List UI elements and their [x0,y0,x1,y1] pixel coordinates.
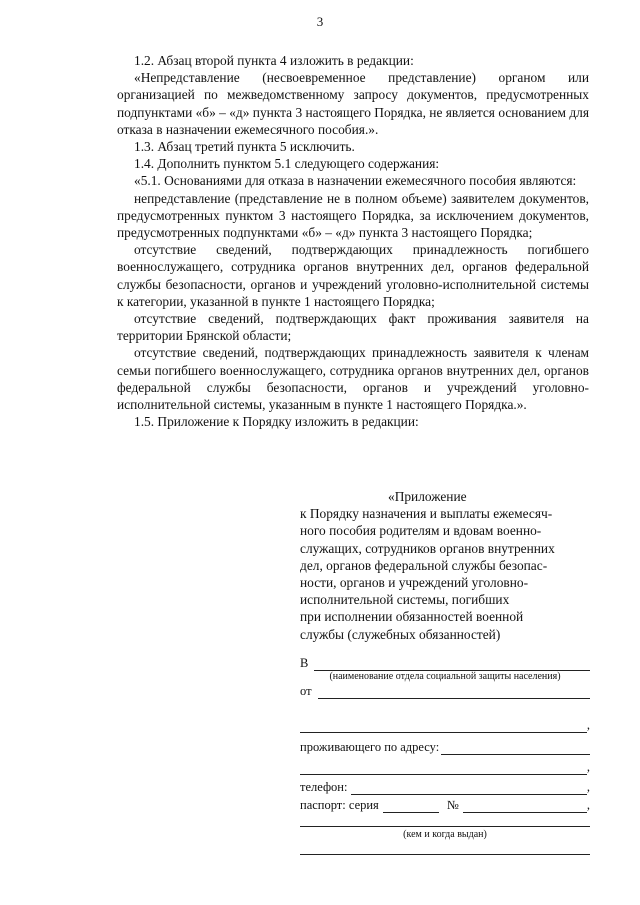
issued-by-field[interactable] [300,814,590,827]
appendix-line: служащих, сотрудников органов внутренних [300,540,555,556]
form-row-issued [300,813,590,827]
form-row-to [300,655,590,671]
paragraph-reason-category: отсутствие сведений, подтверждающих принадлежность погибшего военнослужащего, сотрудника органов внутренних дел, органов федеральной службы безопасности, органов и учреждений уголовно-исполнительной системы к категории, указанной в пункте 1 настоящего Порядка; [117,242,589,309]
appendix-title: «Приложение [388,489,467,504]
paragraph-1-3: 1.3. Абзац третий пункта 5 исключить. [134,139,355,155]
paragraph-reason-residence: отсутствие сведений, подтверждающих факт проживания заявителя на территории Брянской области; [117,311,589,344]
appendix-line: ности, органов и учреждений уголовно- [300,575,529,591]
from-name-field[interactable] [318,686,590,699]
from-prefix: от [300,684,312,698]
paragraph-5-1: «5.1. Основаниями для отказа в назначении ежемесячного пособия являются: [134,173,577,189]
paragraph-reason-documents: непредставление (представление не в полном объеме) заявителем документов, предусмотренных пунктом 3 настоящего Порядка, за исключением документов, предусмотренных подпунктами «б» – «д» пункта 3 настоящего Порядка; [117,190,589,241]
paragraph-1-2: 1.2. Абзац второй пункта 4 изложить в редакции: [134,53,414,68]
issued-by-field-2[interactable] [300,842,590,855]
application-form-header [300,655,590,855]
phone-label: телефон: [300,780,348,794]
form-row-from [300,683,590,699]
form-row-issued-cont [300,841,590,855]
number-label: № [446,798,459,812]
appendix-line: службы (служебных обязанностей) [300,626,501,642]
to-department-field[interactable] [314,658,590,671]
paragraph-1-5: 1.5. Приложение к Порядку изложить в редакции: [134,414,419,430]
form-row-passport: паспорт: серия № , [300,798,590,812]
appendix-line: к Порядку назначения и выплаты ежемесяч- [300,506,553,522]
issued-caption: (кем и когда выдан) [403,829,487,840]
appendix-header [300,488,600,643]
address-field-2[interactable] [300,762,587,775]
form-row-phone: телефон: , [300,780,590,794]
appendix-line: исполнительной системы, погибших [300,592,510,608]
document-body [117,52,589,430]
paragraph-1-4: 1.4. Дополнить пунктом 5.1 следующего содержания: [134,156,440,172]
passport-series-field[interactable] [383,800,439,813]
appendix-line: ного пособия родителям и вдовам военно- [300,523,542,539]
form-row-from-cont: , [300,699,590,733]
to-prefix: В [300,656,309,670]
phone-field[interactable] [351,782,586,795]
paragraph-reason-family: отсутствие сведений, подтверждающих принадлежность заявителя к членам семьи погибшего военнослужащего, сотрудника органов внутренних дел, органов федеральной службы безопасности, органов и учреждений уголовно-исполнительной системы, указанным в пункте 1 настоящего Порядка.». [117,345,589,413]
paragraph-quote-non-submission: «Непредставление (несвоевременное представление) органом или организацией по межведомственному запросу документов, предусмотренных подпунктами «б» – «д» пункта 3 настоящего Порядка, не является основанием для отказа в назначении ежемесячного пособия.». [117,70,589,137]
page-number: 3 [316,14,324,29]
from-name-field-2[interactable] [300,720,587,733]
address-field[interactable] [441,742,590,755]
passport-number-field[interactable] [463,800,587,813]
passport-label: паспорт: серия [300,798,379,812]
appendix-line: дел, органов федеральной службы безопас- [300,557,548,573]
to-caption: (наименование отдела социальной защиты населения) [329,671,561,682]
address-label: проживающего по адресу: [300,740,440,754]
form-row-address-cont: , [300,755,590,775]
form-row-address [300,733,590,755]
appendix-line: при исполнении обязанностей военной [300,609,524,625]
